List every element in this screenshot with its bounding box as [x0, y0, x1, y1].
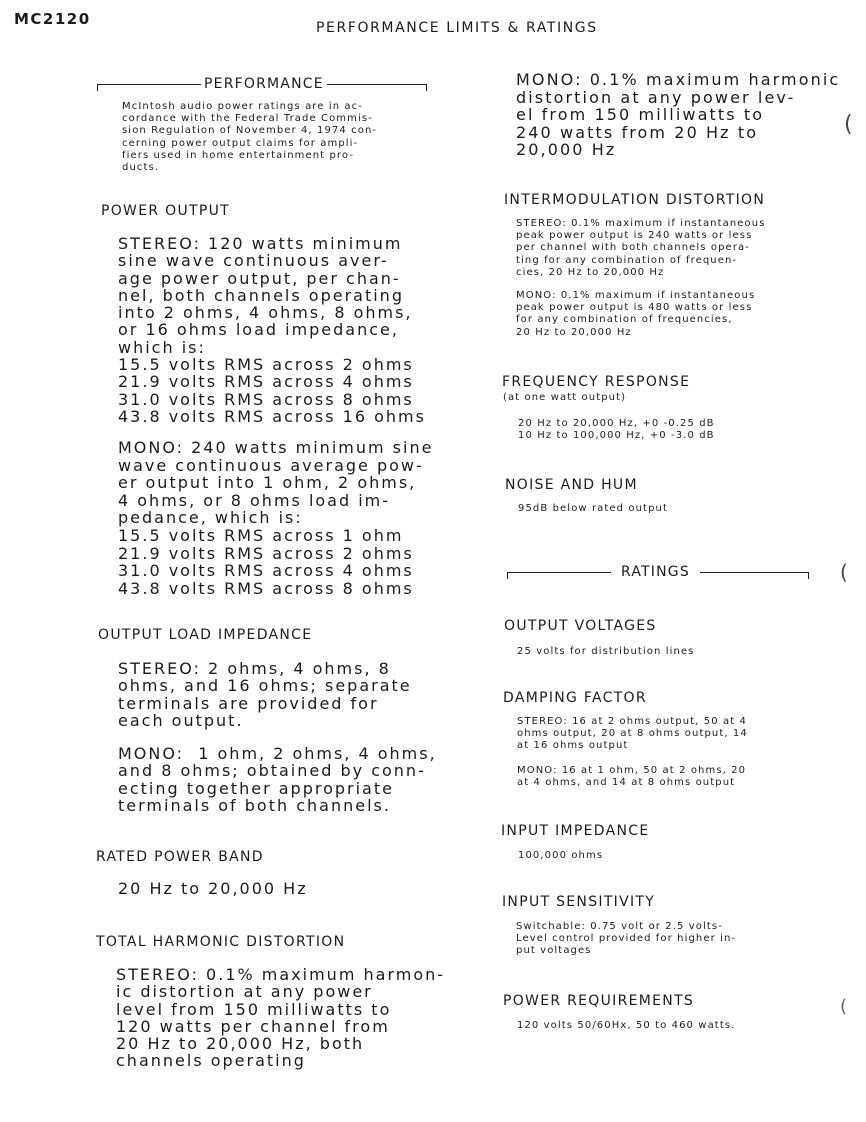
page-title: PERFORMANCE LIMITS & RATINGS	[316, 20, 598, 36]
performance-intro: McIntosh audio power ratings are in ac- cordance with the Federal Trade Commis- sion Regulation of November 4, 1974 con- cerning power output claims for ampli- fiers used in home entertainment pro- ducts.	[122, 101, 378, 174]
imd-mono: MONO: 0.1% maximum if instantaneous peak power output is 480 watts or less for any combination of frequencies, 20 Hz to 20,000 Hz	[516, 290, 756, 338]
binder-mark: (	[844, 112, 853, 137]
imd-stereo: STEREO: 0.1% maximum if instantaneous peak power output is 240 watts or less per channel with both channels opera- ting for any combination of frequen- cies, 20 Hz to 20,000 Hz	[516, 218, 766, 278]
power-output-mono: MONO: 240 watts minimum sine wave continuous average pow- er output into 1 ohm, 2 ohms, 4 ohms, or 8 ohms load im- pedance, which is: 15.5 volts RMS across 1 ohm 21.9 volts RMS across 2 ohms 31.0 volts RMS across 4 ohms 43.8 volts RMS across 8 ohms	[118, 438, 434, 598]
output-voltages-heading: OUTPUT VOLTAGES	[504, 618, 657, 634]
output-load-stereo: STEREO: 2 ohms, 4 ohms, 8 ohms, and 16 ohms; separate terminals are provided for each output.	[118, 659, 412, 730]
input-sensitivity-heading: INPUT SENSITIVITY	[502, 894, 656, 910]
input-sensitivity-lines: Switchable: 0.75 volt or 2.5 volts- Level control provided for higher in- put voltages	[516, 921, 737, 957]
performance-label: PERFORMANCE	[201, 76, 327, 92]
frequency-response-sub: (at one watt output)	[503, 392, 627, 403]
thd-mono: MONO: 0.1% maximum harmonic distortion at any power lev- el from 150 milliwatts to 240 watts from 20 Hz to 20,000 Hz	[516, 70, 841, 159]
power-requirements-heading: POWER REQUIREMENTS	[503, 993, 695, 1009]
binder-mark: (	[840, 996, 848, 1017]
input-impedance-heading: INPUT IMPEDANCE	[501, 823, 650, 839]
rated-power-band-heading: RATED POWER BAND	[96, 849, 264, 865]
frequency-response-heading: FREQUENCY RESPONSE	[502, 374, 691, 390]
noise-hum-value: 95dB below rated output	[518, 503, 668, 514]
thd-stereo: STEREO: 0.1% maximum harmon- ic distortion at any power level from 150 milliwatts to 120 watts per channel from 20 Hz to 20,000 Hz, both channels operating	[116, 965, 446, 1071]
power-output-stereo: STEREO: 120 watts minimum sine wave continuous aver- age power output, per chan- nel, both channels operating into 2 ohms, 4 ohms, 8 ohms, or 16 ohms load impedance, which is: 15.5 volts RMS across 2 ohms 21.9 volts RMS across 4 ohms 31.0 volts RMS across 8 ohms 43.8 volts RMS across 16 ohms	[118, 234, 426, 426]
binder-mark: (	[840, 560, 848, 584]
output-voltages-value: 25 volts for distribution lines	[517, 646, 695, 657]
output-load-mono: MONO: 1 ohm, 2 ohms, 4 ohms, and 8 ohms; obtained by conn- ecting together appropriate terminals of both channels.	[118, 744, 437, 815]
ratings-section-header	[507, 564, 809, 580]
noise-hum-heading: NOISE AND HUM	[505, 477, 638, 493]
damping-factor-stereo: STEREO: 16 at 2 ohms output, 50 at 4 ohms output, 20 at 8 ohms output, 14 at 16 ohms output	[517, 716, 748, 752]
model-number: MC2120	[14, 10, 91, 28]
power-output-heading: POWER OUTPUT	[101, 203, 230, 219]
performance-section-header	[97, 76, 427, 92]
damping-factor-mono: MONO: 16 at 1 ohm, 50 at 2 ohms, 20 at 4 ohms, and 14 at 8 ohms output	[517, 765, 747, 789]
power-requirements-value: 120 volts 50/60Hx, 50 to 460 watts.	[517, 1020, 736, 1031]
damping-factor-heading: DAMPING FACTOR	[503, 690, 647, 706]
rated-power-band-value: 20 Hz to 20,000 Hz	[118, 879, 308, 898]
ratings-label: RATINGS	[611, 564, 700, 580]
input-impedance-value: 100,000 ohms	[518, 850, 604, 861]
output-load-impedance-heading: OUTPUT LOAD IMPEDANCE	[98, 627, 313, 643]
thd-heading: TOTAL HARMONIC DISTORTION	[96, 934, 346, 950]
frequency-response-lines: 20 Hz to 20,000 Hz, +0 -0.25 dB 10 Hz to 100,000 Hz, +0 -3.0 dB	[518, 418, 715, 442]
imd-heading: INTERMODULATION DISTORTION	[504, 192, 766, 208]
